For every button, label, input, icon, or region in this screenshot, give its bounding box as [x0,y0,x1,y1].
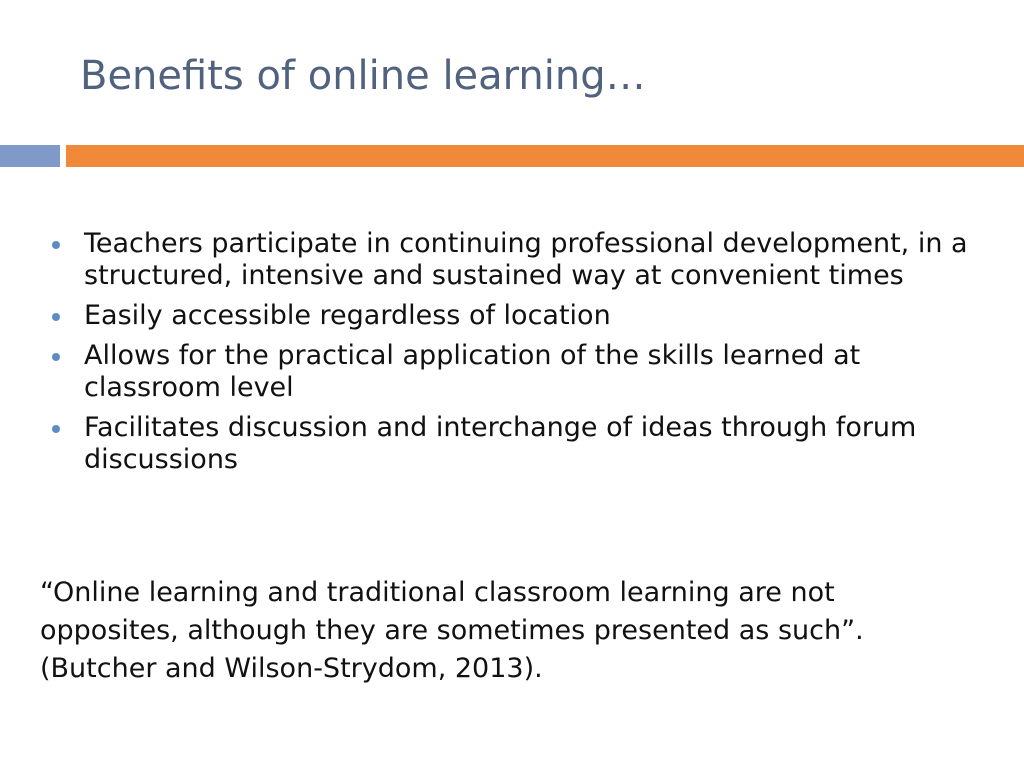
bullet-list [52,228,982,484]
bullet-text: Facilitates discussion and interchange of ideas through forum discussions [84,412,917,475]
slide-title: Benefits of online learning… [80,53,646,99]
bullet-icon [52,353,60,361]
bullet-icon [52,313,60,321]
bullet-text: Allows for the practical application of the skills learned at classroom level [84,340,861,403]
bullet-icon [52,241,60,249]
bullet-icon [52,425,60,433]
quote-line-1: “Online learning and traditional classroom learning are not [40,577,835,608]
quote-line-2: opposites, although they are sometimes presented as such”. [40,615,864,646]
list-item [52,340,982,404]
bullet-text: Easily accessible regardless of location [84,300,611,331]
quote-citation: (Butcher and Wilson-Strydom, 2013). [40,653,543,684]
bullet-text: Teachers participate in continuing professional development, in a structured, intensive and sustained way at convenient times [84,228,968,291]
accent-bar-right [66,145,1024,167]
quote-block [40,574,1000,688]
list-item [52,412,982,476]
list-item [52,300,982,332]
accent-bar-left [0,145,60,167]
list-item [52,228,982,292]
